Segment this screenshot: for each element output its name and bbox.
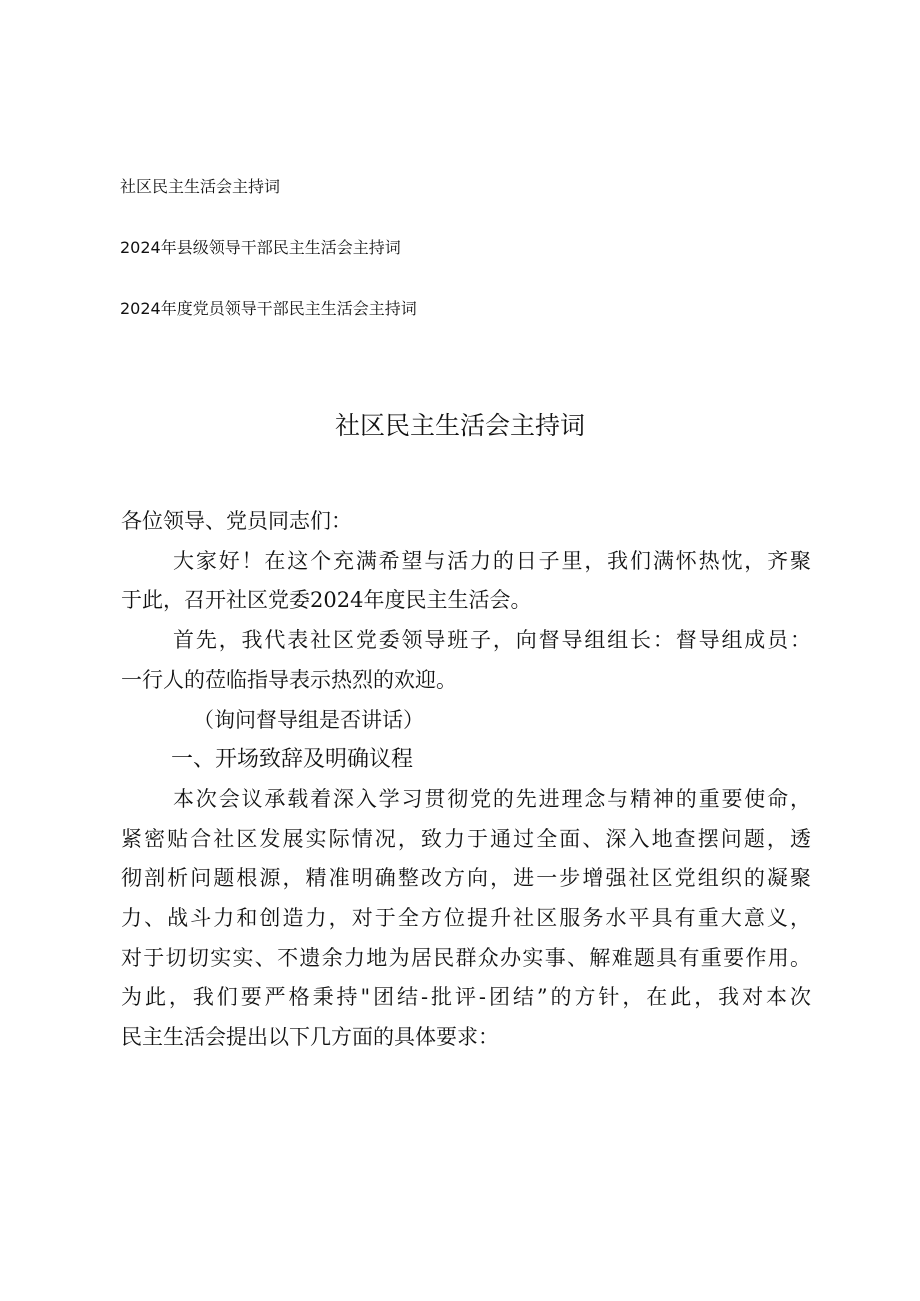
table-of-contents [120,170,417,353]
salutation-text: 各位领导、党员同志们： [121,509,352,533]
paragraph-line: 首先，我代表社区党委领导班子，向督导组组长：督导组成员： [173,628,811,653]
paragraph-line: 为此，我们要严格秉持"团结-批评-团结”的方针，在此，我对本次 [121,985,811,1010]
paragraph-line: 大家好！在这个充满希望与活力的日子里，我们满怀热忱，齐聚 [173,548,811,573]
section-heading [121,740,811,780]
paragraph-welcome [121,621,811,700]
document-title: 社区民主生活会主持词 [334,411,585,440]
toc-item: 社区民主生活会主持词 [120,177,281,196]
paragraph-purpose [121,780,811,1058]
paragraph-line: 民主生活会提出以下几方面的具体要求： [121,1025,499,1050]
paragraph-line: 彻剖析问题根源，精准明确整改方向，进一步增强社区党组织的凝聚 [121,866,811,891]
salutation [121,502,811,542]
document-body [121,502,811,1058]
paragraph-line: 对于切切实实、不遗余力地为居民群众办实事、解难题具有重要作用。 [121,945,811,970]
paragraph-line: 于此，召开社区党委2024年度民主生活会。 [121,588,532,613]
section-heading-text: 一、开场致辞及明确议程 [171,747,414,773]
toc-item: 2024年度党员领导干部民主生活会主持词 [120,299,417,318]
paragraph-line: 紧密贴合社区发展实际情况，致力于通过全面、深入地查摆问题，透 [121,826,811,851]
paragraph-line: 一行人的莅临指导表示热烈的欢迎。 [121,667,457,692]
toc-item: 2024年县级领导干部民主生活会主持词 [120,238,401,257]
stage-note-text: （询问督导组是否讲话） [193,707,424,732]
paragraph-line: 本次会议承载着深入学习贯彻党的先进理念与精神的重要使命， [173,786,811,811]
paragraph-greeting [121,542,811,621]
paragraph-line: 力、战斗力和创造力，对于全方位提升社区服务水平具有重大意义， [121,906,811,931]
stage-note [121,701,811,741]
